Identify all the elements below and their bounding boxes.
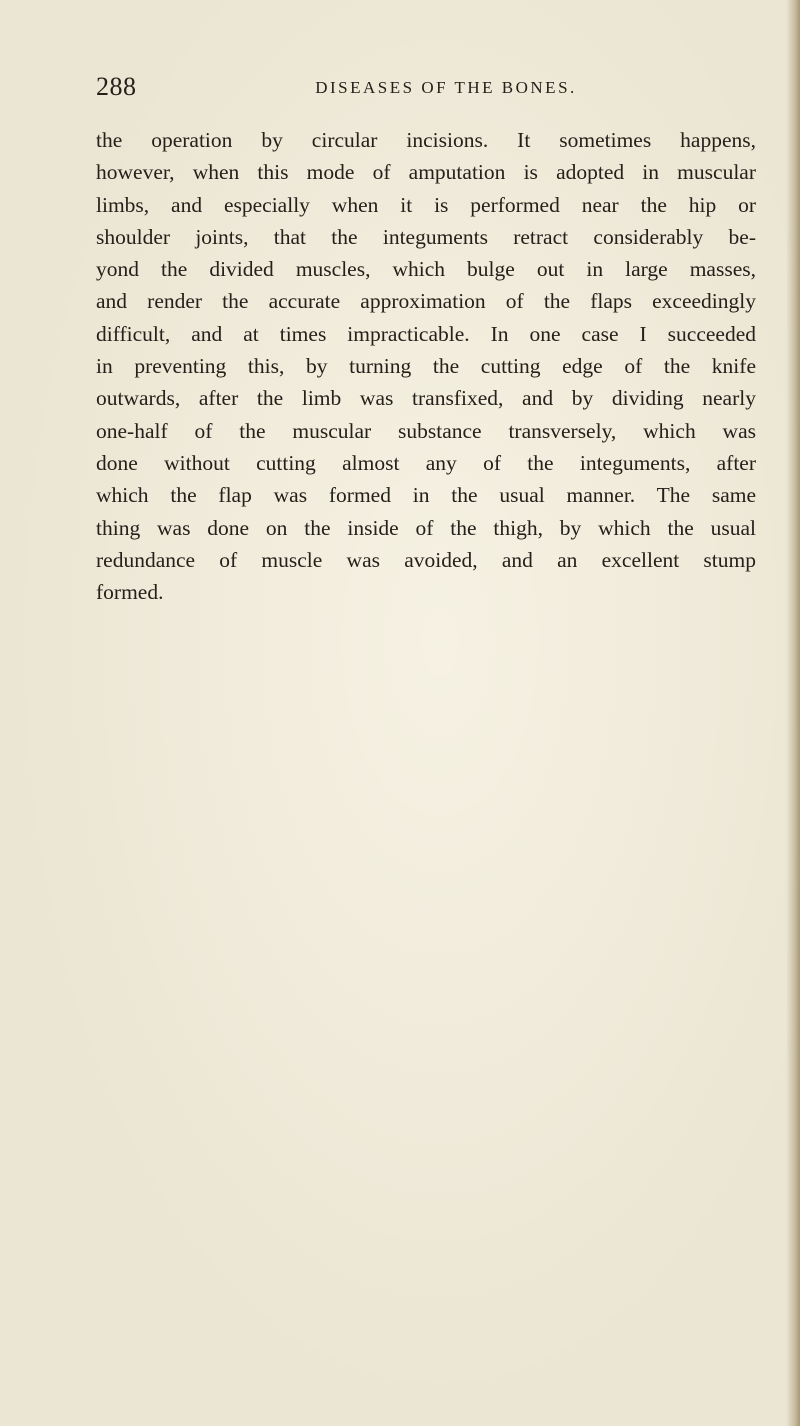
show-through-texture — [96, 578, 756, 1098]
body-paragraph — [96, 124, 756, 608]
text-line: and render the accurate approximation of the flaps exceedingly — [96, 289, 756, 314]
text-line: yond the divided muscles, which bulge out in large masses, — [96, 257, 756, 282]
running-head: DISEASES OF THE BONES. — [315, 78, 577, 97]
page-gutter-shadow — [786, 0, 800, 1426]
text-line: done without cutting almost any of the integuments, after — [96, 450, 756, 475]
text-line: outwards, after the limb was transfixed, and by dividing nearly — [96, 386, 756, 411]
text-line: the operation by circular incisions. It sometimes happens, — [96, 128, 756, 152]
text-line: difficult, and at times impracticable. In one case I succeeded — [96, 321, 756, 346]
text-line: limbs, and especially when it is performed near the hip or — [96, 192, 756, 217]
page-header — [96, 72, 756, 104]
text-line: shoulder joints, that the integuments retract considerably be- — [96, 224, 756, 249]
text-line: one-half of the muscular substance transversely, which was — [96, 418, 756, 443]
text-line: in preventing this, by turning the cutting edge of the knife — [96, 354, 756, 379]
text-line: however, when this mode of amputation is adopted in muscular — [96, 160, 756, 185]
text-line: redundance of muscle was avoided, and an excellent stump — [96, 547, 756, 572]
page-number: 288 — [96, 72, 137, 101]
text-line: thing was done on the inside of the thigh, by which the usual — [96, 515, 756, 540]
text-line: formed. — [96, 580, 164, 605]
text-line: which the flap was formed in the usual manner. The same — [96, 483, 756, 508]
